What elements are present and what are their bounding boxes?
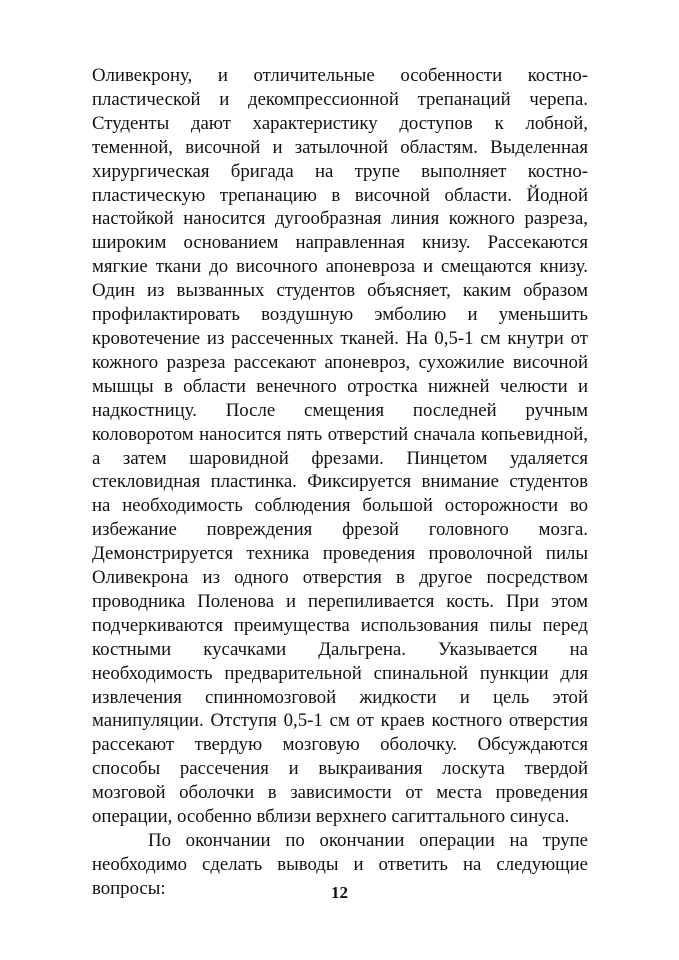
paragraph-main: Оливекрону, и отличительные особенности костно-пластической и декомпрессионной трепанаций черепа. Студенты дают характеристику доступов к лобной, теменной, височной и затылочной областям. Выделенная хирургическая бригада на трупе выполняет костно-пластическую трепанацию в височной области. Йодной настойкой наносится дугообразная линия кожного разреза, широким основанием направленная книзу. Рассекаются мягкие ткани до височного апоневроза и смещаются книзу. Один из вызванных студентов объясняет, каким образом профилактировать воздушную эмболию и уменьшить кровотечение из рассеченных тканей. На 0,5-1 см кнутри от кожного разреза рассекают апоневроз, сухожилие височной мышцы в области венечного отростка нижней челюсти и надкостницу. После смещения последней ручным коловоротом наносится пять отверстий сначала копьевидной, а затем шаровидной фрезами. Пинцетом удаляется стекловидная пластинка. Фиксируется внимание студентов на необходимость соблюдения большой осторожности во избежание повреждения фрезой головного мозга. Демонстрируется техника проведения проволочной пилы Оливекрона из одного отверстия в другое посредством проводника Поленова и перепиливается кость. При этом подчеркиваются преимущества использования пилы перед костными кусачками Дальгрена. Указывается на необходимость предварительной спинальной пункции для извлечения спинномозговой жидкости и цель этой манипуляции. Отступя 0,5-1 см от краев костного отверстия рассекают твердую мозговую оболочку. Обсуждаются способы рассечения и выкраивания лоскута твердой мозговой оболочки в зависимости от места проведения операции, особенно вблизи верхнего сагиттального синуса. xyxy=(92,65,588,828)
page-body xyxy=(92,64,588,901)
page-number: 12 xyxy=(331,883,348,902)
paragraph-conclusion: По окончании по окончании операции на трупе необходимо сделать выводы и ответить на следующие вопросы: xyxy=(92,830,588,899)
